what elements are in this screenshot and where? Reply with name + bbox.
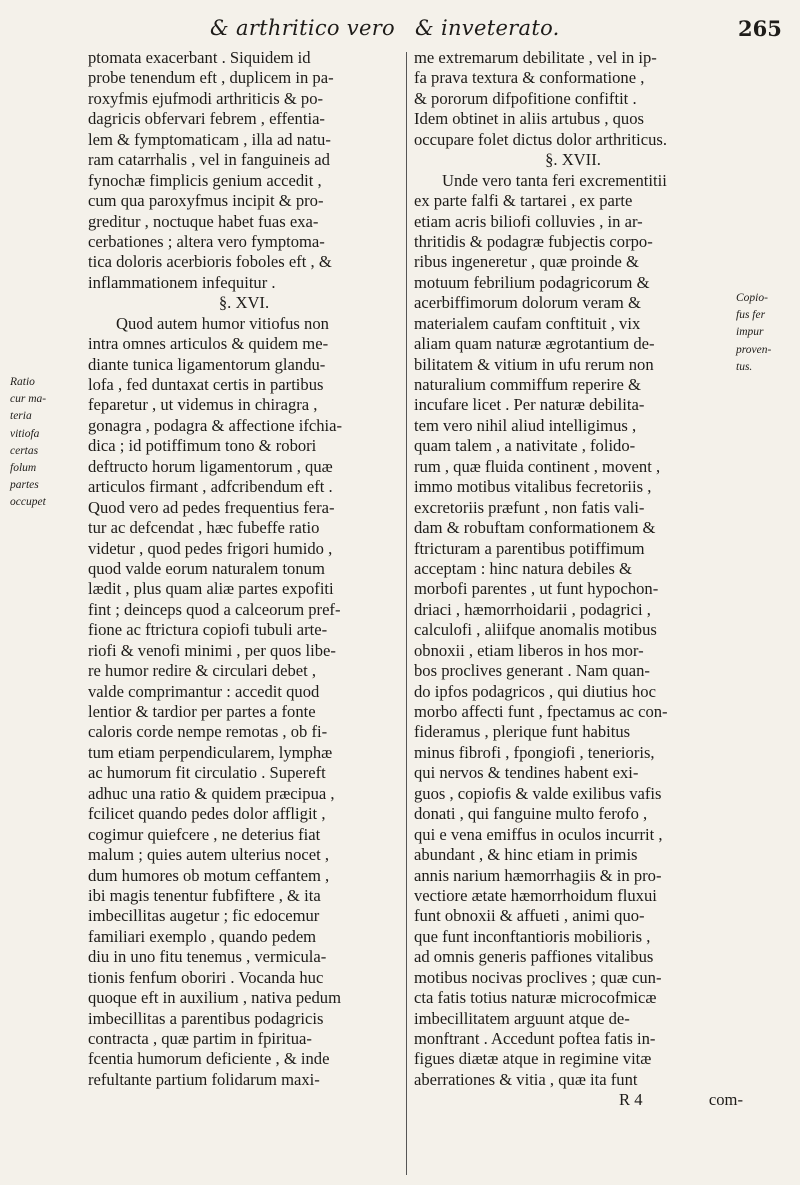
margin-note-line: certas (10, 444, 39, 457)
text-line: acceptam : hinc natura debiles & (414, 558, 632, 578)
text-line: me extremarum debilitate , vel in ip- (414, 48, 657, 67)
text-line: R 4 com- (619, 1090, 743, 1110)
margin-note-line: Copio- (736, 292, 768, 304)
text-line: imbecillitas a parentibus podagricis (88, 1008, 324, 1028)
text-line: re humor redire & circulari debet , (88, 661, 317, 681)
text-line: bilitatem & vitium in ufu rerum non (414, 354, 654, 374)
text-line: figues diætæ atque in regimine vitæ (414, 1049, 652, 1069)
text-line: naturalium commiffum reperire & (414, 375, 641, 394)
page-number: 265 (738, 16, 782, 41)
text-line: §. XVII. (545, 150, 601, 170)
text-line: lem & fymptomaticam , illa ad natu- (88, 129, 331, 149)
text-line: ad omnis generis paffiones vitalibus (414, 947, 654, 967)
text-line: morbofi parentes , ut funt hypochon- (414, 579, 659, 599)
text-line: diante tunica ligamentorum glandu- (88, 354, 326, 374)
text-line: intra omnes articulos & quidem me- (88, 334, 329, 354)
text-line: quod valde eorum naturalem tonum (88, 558, 325, 578)
text-line: contracta , quæ partim in fpiritua- (88, 1029, 312, 1048)
text-line: fint ; deinceps quod a calceorum pref- (88, 599, 341, 619)
text-line: materialem caufam conftituit , vix (414, 313, 641, 333)
text-line: obnoxii , etiam liberos in hos mor- (414, 640, 644, 660)
text-line: tionis fenfum oboriri . Vocanda huc (88, 967, 324, 987)
text-line: do ipfos podagricos , qui diutius hoc (414, 681, 656, 701)
text-line: thritidis & podagræ fubjectis corpo- (414, 231, 653, 251)
text-line: familiari exemplo , quando pedem (88, 926, 317, 946)
margin-note-right (736, 290, 800, 376)
text-line: ptomata exacerbant . Siquidem id (88, 48, 311, 67)
text-line: monftrant . Accedunt poftea fatis in- (414, 1029, 656, 1048)
text-line: vectiore ætate hæmorrhoidum fluxui (414, 885, 657, 905)
text-line: tem vero nihil aliud intelligimus , (414, 415, 637, 435)
text-line: diu in uno fitu tenemus , vermicula- (88, 947, 327, 967)
text-line: deftructo horum ligamentorum , quæ (88, 456, 333, 476)
text-line: Quod autem humor vitiofus non (116, 313, 329, 333)
text-line: articulos firmant , adfcribendum eft . (88, 477, 333, 497)
margin-note-line: vitiofa (10, 427, 40, 440)
text-line: imbecillitas augetur ; fic edocemur (88, 906, 320, 926)
text-line: malum ; quies autem ulterius nocet , (88, 845, 330, 865)
text-line: Unde vero tanta feri excrementitii (442, 170, 667, 190)
text-line: greditur , noctuque habet fuas exa- (88, 211, 319, 231)
text-line: qui e vena emiffus in oculos incurrit , (414, 824, 663, 844)
text-line: donati , qui fanguine multo ferofo , (414, 804, 648, 824)
text-line: lofa , fed duntaxat certis in partibus (88, 375, 324, 394)
text-line: ribus ingeneretur , quæ proinde & (414, 252, 639, 272)
text-line: aberrationes & vitia , quæ ita funt (414, 1069, 638, 1089)
text-line: aliam quam naturæ ægrotantium de- (414, 334, 655, 354)
margin-note-line: impur (736, 326, 764, 339)
text-line: adhuc una ratio & quidem præcipua , (88, 783, 335, 803)
text-line: riofi & venofi minimi , per quos libe- (88, 640, 336, 660)
text-line: que funt inconftantioris mobilioris , (414, 926, 651, 946)
margin-note-line: cur ma- (10, 393, 47, 406)
text-line: quoque eft in auxilium , nativa pedum (88, 988, 341, 1008)
text-line: cta fatis totius naturæ microcofmicæ (414, 988, 657, 1008)
text-line: Idem obtinet in aliis artubus , quos (414, 109, 644, 129)
text-line: dica ; id potiffimum tono & robori (88, 436, 317, 456)
text-line: funt obnoxii & affueti , animi quo- (414, 906, 645, 926)
text-line: feparetur , ut videmus in chiragra , (88, 395, 318, 415)
text-line: caloris corde nempe remotas , ob fi- (88, 722, 328, 742)
margin-note-line: tus. (736, 360, 753, 373)
text-line: ram catarrhalis , vel in fanguineis ad (88, 150, 330, 170)
text-line: annis narium hæmorrhagiis & in pro- (414, 865, 662, 885)
text-line: dagricis obfervari febrem , effentia- (88, 109, 325, 129)
text-line: cogimur quiefcere , ne deterius fiat (88, 824, 321, 844)
margin-note-line: folum (10, 462, 37, 475)
text-line: excretoriis præfunt , non fatis vali- (414, 497, 645, 517)
text-line: lædit , plus quam aliæ partes expofiti (88, 579, 334, 599)
text-line: cum qua paroxyfmus incipit & pro- (88, 191, 324, 211)
text-line: minus fibrofi , fpongiofi , tenerioris, (414, 742, 655, 762)
text-line: abundant , & hinc etiam in primis (414, 845, 638, 865)
text-line: driaci , hæmorrhoidarii , podagrici , (414, 599, 651, 619)
margin-note-line: proven- (736, 343, 772, 356)
margin-note-line: partes (10, 479, 39, 492)
margin-note-line: Ratio (10, 376, 35, 388)
text-column-right (414, 48, 743, 1111)
text-line: roxyfmis ejufmodi arthriticis & po- (88, 88, 324, 108)
text-line: tum etiam perpendicularem, lymphæ (88, 742, 333, 762)
margin-note-line: fus fer (736, 309, 766, 322)
text-line: motuum febrilium podagricorum & (414, 272, 650, 292)
text-line: morbo affecti funt , fpectamus ac con- (414, 702, 668, 721)
text-line: guos , copiofis & valde exilibus vafis (414, 783, 662, 803)
text-line: quam talem , a nativitate , folido- (414, 436, 636, 456)
text-line: bos proclives generant . Nam quan- (414, 661, 650, 681)
margin-note-left (10, 374, 80, 512)
text-line: probe tenendum eft , duplicem in pa- (88, 68, 334, 88)
text-line: Quod vero ad pedes frequentius fera- (88, 497, 335, 517)
text-line: & pororum difpofitione confiftit . (414, 88, 637, 108)
text-line: valde comprimantur : accedit quod (88, 681, 320, 701)
text-line: imbecillitatem arguunt atque de- (414, 1008, 630, 1028)
text-line: fione ac ftrictura copiofi tubuli arte- (88, 620, 328, 640)
column-divider (406, 52, 407, 1175)
text-line: incufare licet . Per naturæ debilita- (414, 395, 645, 415)
text-line: lentior & tardior per partes a fonte (88, 702, 316, 721)
text-line: immo motibus vitalibus fecretoriis , (414, 477, 652, 497)
text-line: §. XVI. (218, 293, 270, 313)
text-line: ex parte falfi & tartarei , ex parte (414, 191, 633, 211)
text-line: dam & robuftam conformationem & (414, 518, 656, 538)
running-header (0, 10, 800, 46)
text-column-left (88, 48, 400, 1090)
text-line: fideramus , plerique funt habitus (414, 722, 631, 742)
running-title-right: & inveterato. (415, 16, 560, 40)
text-line: motibus nocivas proclives ; quæ cun- (414, 967, 662, 987)
text-line: qui nervos & tendines habent exi- (414, 763, 639, 783)
text-line: cerbationes ; altera vero fymptoma- (88, 231, 325, 251)
text-line: tur ac defcendat , hæc fubeffe ratio (88, 518, 320, 538)
text-line: ftricturam a parentibus potiffimum (414, 538, 645, 558)
text-line: fa prava textura & conformatione , (414, 68, 645, 88)
text-line: acerbiffimorum dolorum veram & (414, 293, 641, 313)
margin-note-line: teria (10, 410, 32, 423)
text-line: gonagra , podagra & affectione ifchia- (88, 415, 343, 435)
margin-note-line: occupet (10, 496, 46, 509)
text-line: fcentia humorum deficiente , & inde (88, 1049, 330, 1069)
text-line: fcilicet quando pedes dolor affligit , (88, 804, 326, 824)
text-line: videtur , quod pedes frigori humido , (88, 538, 333, 558)
text-line: ac humorum fit circulatio . Supereft (88, 763, 326, 783)
text-line: fynochæ fimplicis genium accedit , (88, 170, 322, 190)
text-line: calculofi , aliifque anomalis motibus (414, 620, 657, 640)
text-line: inflammationem infequitur . (88, 272, 276, 292)
text-line: refultante partium folidarum maxi- (88, 1069, 320, 1089)
text-line: occupare folet dictus dolor arthriticus. (414, 129, 667, 149)
text-line: tica doloris acerbioris foboles eft , & (88, 252, 332, 272)
running-title-left: & arthritico vero (210, 16, 395, 40)
text-line: dum humores ob motum ceffantem , (88, 865, 330, 885)
text-line: rum , quæ fluida continent , movent , (414, 456, 661, 476)
text-line: etiam acris biliofi colluvies , in ar- (414, 211, 643, 231)
text-line: ibi magis tenentur fubfiftere , & ita (88, 885, 321, 905)
